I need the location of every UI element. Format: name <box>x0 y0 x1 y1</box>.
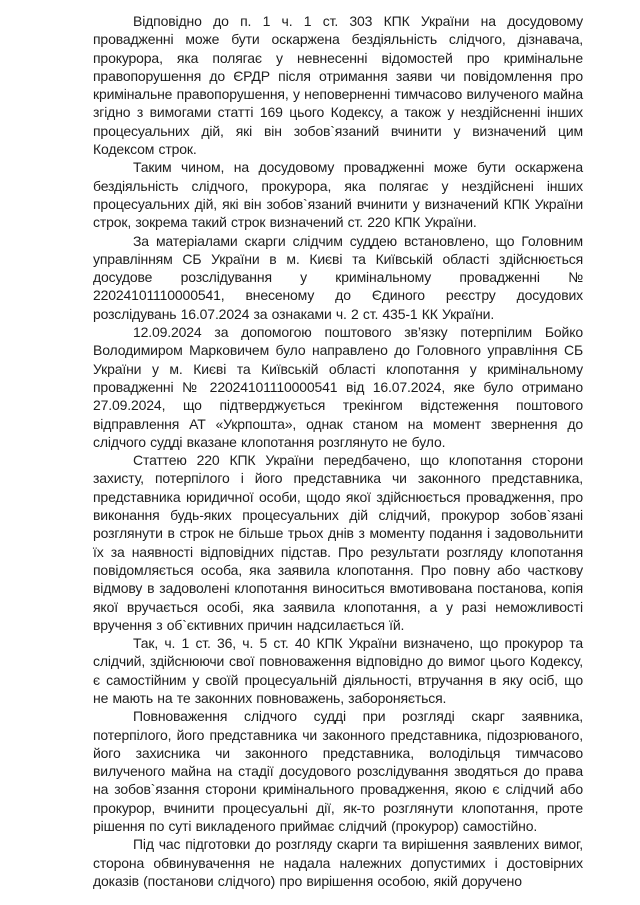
paragraph: Під час підготовки до розгляду скарги та вирішення заявлених вимог, сторона обвинувачення не надала належних допустимих і достовірних доказів (постанови слідчого) про вирішення особою, якій доручено <box>93 836 583 889</box>
paragraph: Таким чином, на досудовому провадженні може бути оскаржена бездіяльність слідчого, прокурора, яка полягає у нездійснені інших процесуальних дій, які він зобов`язаний вчинити у визначений КПК України строк, зокрема такий строк визначений ст. 220 КПК України. <box>93 159 583 231</box>
paragraph: Повноваження слідчого судді при розгляді скарг заявника, потерпілого, його представника чи законного представника, підозрюваного, його захисника чи законного представника, володільця тимчасово вилученого майна на стадії досудового розслідування зводяться до права на зобов`язання сторони кримінального провадження, якою є слідчий або прокурор, вчинити процесуальні дії, як-то розглянути клопотання, проте рішення по суті викладеного приймає слідчий (прокурор) самостійно. <box>93 708 583 835</box>
paragraph: За матеріалами скарги слідчим суддею встановлено, що Головним управлінням СБ України в м. Києві та Київській області здійснюється досудове розслідування у кримінальному провадженні № 22024101110000541, внесеному до Єдиного реєстру досудових розслідувань 16.07.2024 за ознаками ч. 2 ст. 435-1 КК України. <box>93 232 583 322</box>
paragraph: Статтею 220 КПК України передбачено, що клопотання сторони захисту, потерпілого і його представника чи законного представника, представника юридичної особи, щодо якої здійснюється провадження, про виконання будь-яких процесуальних дій слідчий, прокурор зобов`язані розглянути в строк не більше трьох днів з моменту подання і задовольнити їх за наявності відповідних підстав. Про результати розгляду клопотання повідомляється особа, яка заявила клопотання. Про повну або часткову відмову в задоволені клопотання виноситься вмотивована постанова, копія якої вручається особі, яка заявила клопотання, а у разі неможливості вручення з об`єктивних причин надсилається їй. <box>93 452 583 633</box>
paragraph: Так, ч. 1 ст. 36, ч. 5 ст. 40 КПК України визначено, що прокурор та слідчий, здійснюючи свої повноваження відповідно до вимог цього Кодексу, є самостійним у своїй процесуальній діяльності, втручання в яку осіб, що не мають на те законних повноважень, забороняється. <box>93 635 583 706</box>
document-text <box>93 12 583 890</box>
paragraph: 12.09.2024 за допомогою поштового зв’язку потерпілим Бойко Володимиром Марковичем було направлено до Головного управління СБ України у м. Києві та Київській області клопотання у кримінальному провадженні № 22024101110000541 від 16.07.2024, яке було отримано 27.09.2024, що підтверджується трекінгом відстеження поштового відправлення АТ «Укрпошта», однак станом на момент звернення до слідчого судді вказане клопотання розглянуто не було. <box>93 324 583 450</box>
paragraph: Відповідно до п. 1 ч. 1 ст. 303 КПК України на досудовому провадженні може бути оскаржена бездіяльність слідчого, дізнавача, прокурора, яка полягає у невнесенні відомостей про кримінальне правопорушення до ЄРДР після отримання заяви чи повідомлення про кримінальне правопорушення, у неповерненні тимчасово вилученого майна згідно з вимогами статті 169 цього Кодексу, а також у нездійсненні інших процесуальних дій, які він зобов`язаний вчинити у визначений цим Кодексом строк. <box>93 13 583 158</box>
